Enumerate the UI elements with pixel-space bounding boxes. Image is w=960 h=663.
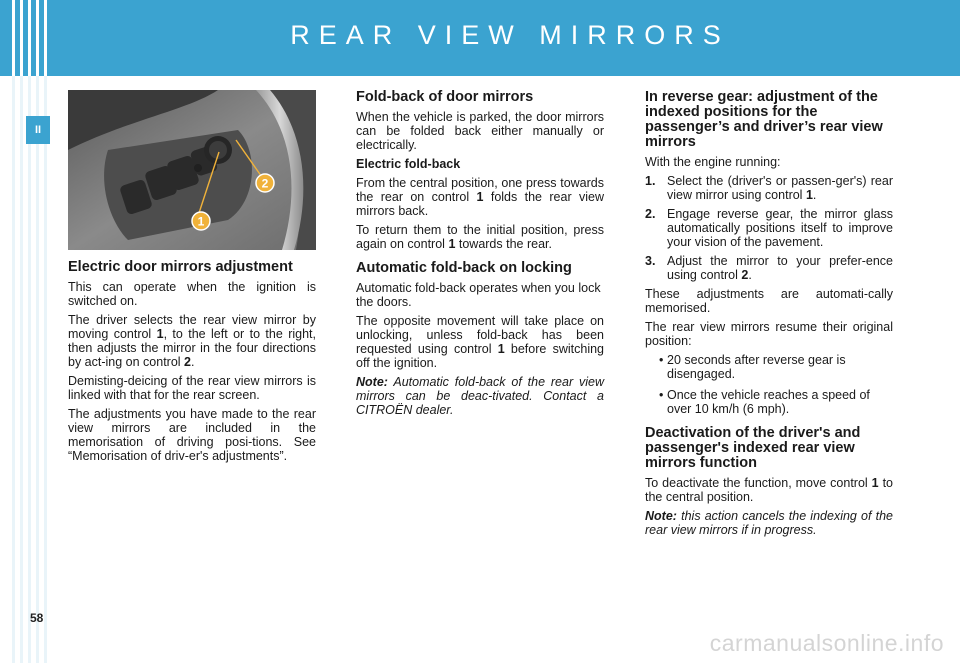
header-stripes <box>0 0 58 76</box>
note-deactivation: Note: Automatic fold-back of the rear view mirrors can be deac-tivated. Contact a CITROËN dealer. <box>356 375 604 417</box>
page-title: REAR VIEW MIRRORS <box>290 20 730 50</box>
paragraph-demisting: Demisting-deicing of the rear view mirrors is linked with that for the rear screen. <box>68 374 316 402</box>
heading-reverse-gear: In reverse gear: adjustment of the indexed positions for the passenger’s and driver’s rear view mirrors <box>645 89 883 150</box>
paragraph-return-initial: To return them to the initial position, press again on control 1 towards the rear. <box>356 223 604 251</box>
subheading-electric-fold-back: Electric fold-back <box>356 157 461 171</box>
paragraph-parked: When the vehicle is parked, the door mirrors can be folded back either manually or electrically. <box>356 110 604 152</box>
paragraph-auto-fold: Automatic fold-back operates when you lock the doors. <box>356 281 601 309</box>
bullet-item: • Once the vehicle reaches a speed of over 10 km/h (6 mph). <box>659 388 893 416</box>
step-item: 1. Select the (driver's or passen-ger's) rear view mirror using control 1. <box>645 174 893 202</box>
paragraph-opposite-movement: The opposite movement will take place on unlocking, unless fold-back has been requested using control 1 before switching off the ignition. <box>356 314 604 370</box>
step-item: 3. Adjust the mirror to your prefer-ence using control 2. <box>645 254 893 282</box>
paragraph-ignition: This can operate when the ignition is switched on. <box>68 280 316 308</box>
header-bar <box>0 0 960 76</box>
paragraph-central-position: From the central position, one press towards the rear on control 1 folds the rear view mirrors back. <box>356 176 604 218</box>
column-middle <box>356 90 604 422</box>
paragraph-driver-selects: The driver selects the rear view mirror by moving control 1, to the left or to the right, then adjusts the mirror in the four directions by act-ing on control 2. <box>68 313 316 369</box>
paragraph-memorisation: The adjustments you have made to the rear view mirrors are included in the memorisation of driving posi-tions. See “Memorisation of driv-er's adjustments”. <box>68 407 316 463</box>
column-left <box>68 90 316 468</box>
callout-1-label: 1 <box>197 214 205 229</box>
page-number: 58 <box>30 611 44 625</box>
heading-electric-mirrors: Electric door mirrors adjustment <box>68 259 293 275</box>
paragraph-engine-running: With the engine running: <box>645 155 781 169</box>
callout-1 <box>192 212 210 230</box>
step-item: 2. Engage reverse gear, the mirror glass automatically positions itself to improve your vision of the pavement. <box>645 207 893 249</box>
callout-2 <box>256 174 274 192</box>
heading-deactivation: Deactivation of the driver's and passenger's indexed rear view mirrors function <box>645 425 861 471</box>
section-tab[interactable]: II <box>26 116 50 144</box>
paragraph-resume: The rear view mirrors resume their original position: <box>645 320 893 348</box>
heading-auto-fold-back: Automatic fold-back on locking <box>356 260 572 276</box>
bullet-list <box>659 353 893 416</box>
steps-list <box>645 174 893 282</box>
bullet-item: • 20 seconds after reverse gear is disengaged. <box>659 353 893 381</box>
side-strip <box>0 76 58 663</box>
watermark[interactable]: carmanualsonline.info <box>709 630 944 656</box>
callout-2-label: 2 <box>261 176 269 191</box>
column-right <box>645 90 893 542</box>
door-control-panel-photo <box>68 90 316 250</box>
note-cancels-indexing: Note: this action cancels the indexing of the rear view mirrors if in progress. <box>645 509 893 537</box>
paragraph-deactivate: To deactivate the function, move control 1 to the central position. <box>645 476 893 504</box>
heading-fold-back: Fold-back of door mirrors <box>356 89 534 105</box>
paragraph-memorised: These adjustments are automati-cally memorised. <box>645 287 893 315</box>
